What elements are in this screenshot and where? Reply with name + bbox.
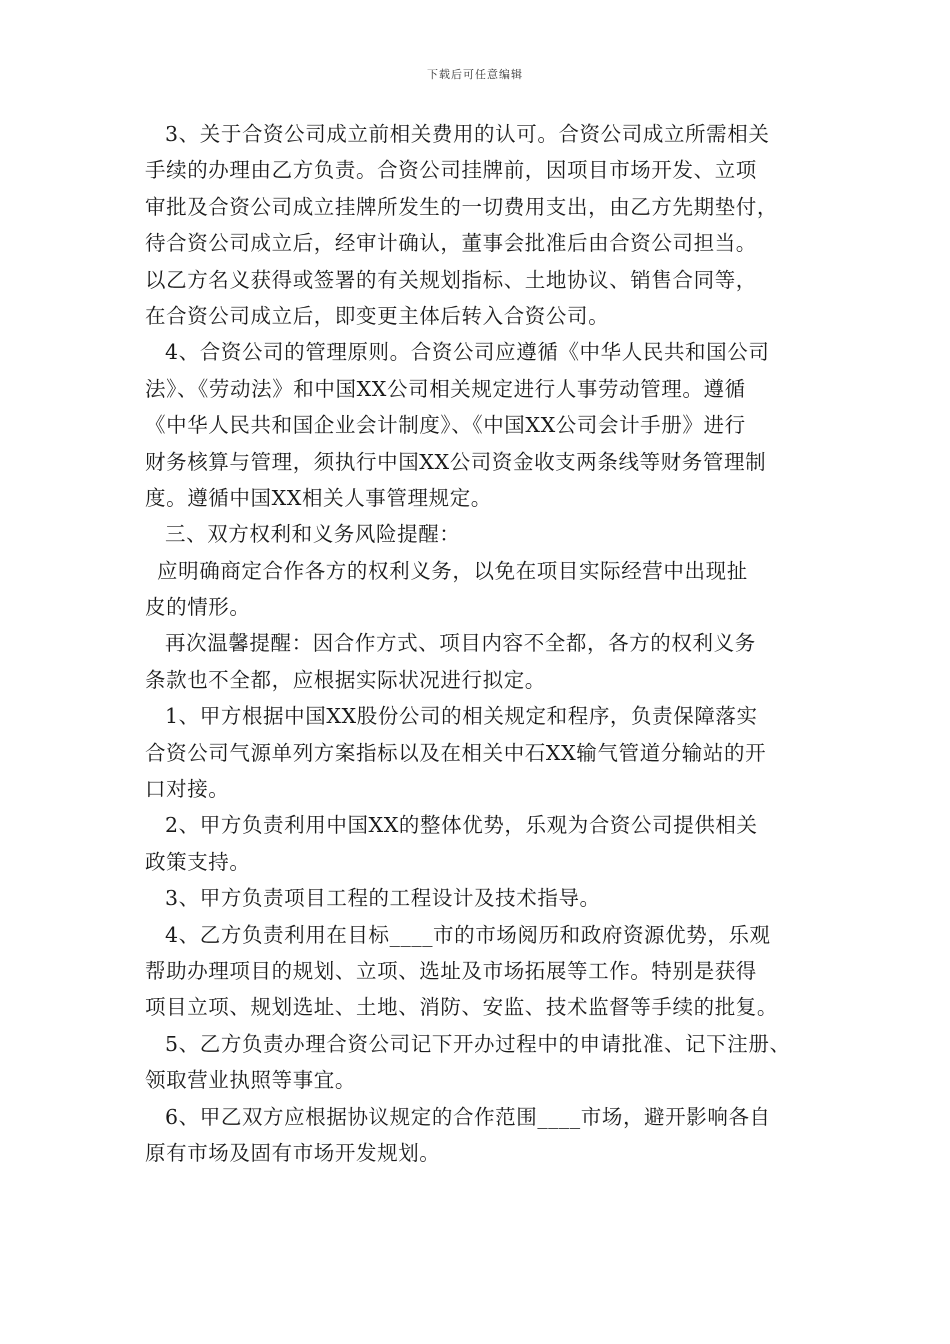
text-line: 口对接。 — [145, 777, 230, 802]
paragraph-item-1 — [145, 698, 825, 807]
text-line: 5、乙方负责办理合资公司记下开办过程中的申请批准、记下注册、 — [165, 1031, 791, 1056]
paragraph-management-principles — [145, 334, 825, 516]
text-line: 财务核算与管理，须执行中国XX公司资金收支两条线等财务管理制 — [145, 449, 767, 474]
paragraph-rights-clarify — [145, 553, 825, 626]
text-line: 应明确商定合作各方的权利义务，以免在项目实际经营中出现扯 — [157, 558, 748, 583]
text-line: 《中华人民共和国企业会计制度》、《中国XX公司会计手册》进行 — [145, 413, 746, 438]
paragraph-item-3 — [145, 880, 825, 916]
text-line: 3、甲方负责项目工程的工程设计及技术指导。 — [165, 886, 601, 911]
text-line: 以乙方名义获得或签署的有关规划指标、土地协议、销售合同等， — [145, 267, 757, 292]
text-line: 审批及合资公司成立挂牌所发生的一切费用支出，由乙方先期垫付， — [145, 194, 778, 219]
text-line: 在合资公司成立后，即变更主体后转入合资公司。 — [145, 303, 610, 328]
text-line: 3、关于合资公司成立前相关费用的认可。合资公司成立所需相关 — [165, 122, 770, 146]
text-line: 再次温馨提醒：因合作方式、项目内容不全都，各方的权利义务 — [165, 631, 756, 656]
text-line: 项目立项、规划选址、土地、消防、安监、技术监督等手续的批复。 — [145, 995, 778, 1020]
document-body — [145, 116, 825, 1171]
text-line: 帮助办理项目的规划、立项、选址及市场拓展等工作。特别是获得 — [145, 958, 757, 983]
paragraph-item-4 — [145, 917, 825, 1026]
text-line: 法》、《劳动法》和中国XX公司相关规定进行人事劳动管理。遵循 — [145, 376, 746, 401]
paragraph-item-2 — [145, 807, 825, 880]
text-line: 4、合资公司的管理原则。合资公司应遵循《中华人民共和国公司 — [165, 340, 770, 365]
text-line: 4、乙方负责利用在目标____市的市场阅历和政府资源优势，乐观 — [165, 922, 771, 947]
paragraph-item-5 — [145, 1026, 825, 1099]
text-line: 度。遵循中国XX相关人事管理规定。 — [145, 485, 492, 510]
paragraph-item-6 — [145, 1099, 825, 1172]
text-line: 合资公司气源单列方案指标以及在相关中石XX输气管道分输站的开 — [145, 740, 767, 765]
text-line: 领取营业执照等事宜。 — [145, 1068, 356, 1093]
text-line: 手续的办理由乙方负责。合资公司挂牌前，因项目市场开发、立项 — [145, 158, 757, 183]
text-line: 政策支持。 — [145, 849, 251, 874]
text-line: 原有市场及固有市场开发规划。 — [145, 1140, 441, 1165]
text-line: 2、甲方负责利用中国XX的整体优势，乐观为合资公司提供相关 — [165, 813, 758, 838]
paragraph-fee-recognition — [145, 116, 825, 334]
text-line: 6、甲乙双方应根据协议规定的合作范围____市场，避开影响各自 — [165, 1104, 771, 1129]
section-heading: 三、双方权利和义务风险提醒： — [165, 522, 461, 547]
section-heading-rights-obligations — [145, 516, 825, 552]
text-line: 条款也不全都，应根据实际状况进行拟定。 — [145, 667, 546, 692]
text-line: 待合资公司成立后，经审计确认，董事会批准后由合资公司担当。 — [145, 231, 757, 256]
text-line: 皮的情形。 — [145, 595, 251, 620]
header-note: 下载后可任意编辑 — [427, 68, 523, 81]
paragraph-reminder — [145, 625, 825, 698]
text-line: 1、甲方根据中国XX股份公司的相关规定和程序，负责保障落实 — [165, 704, 758, 729]
